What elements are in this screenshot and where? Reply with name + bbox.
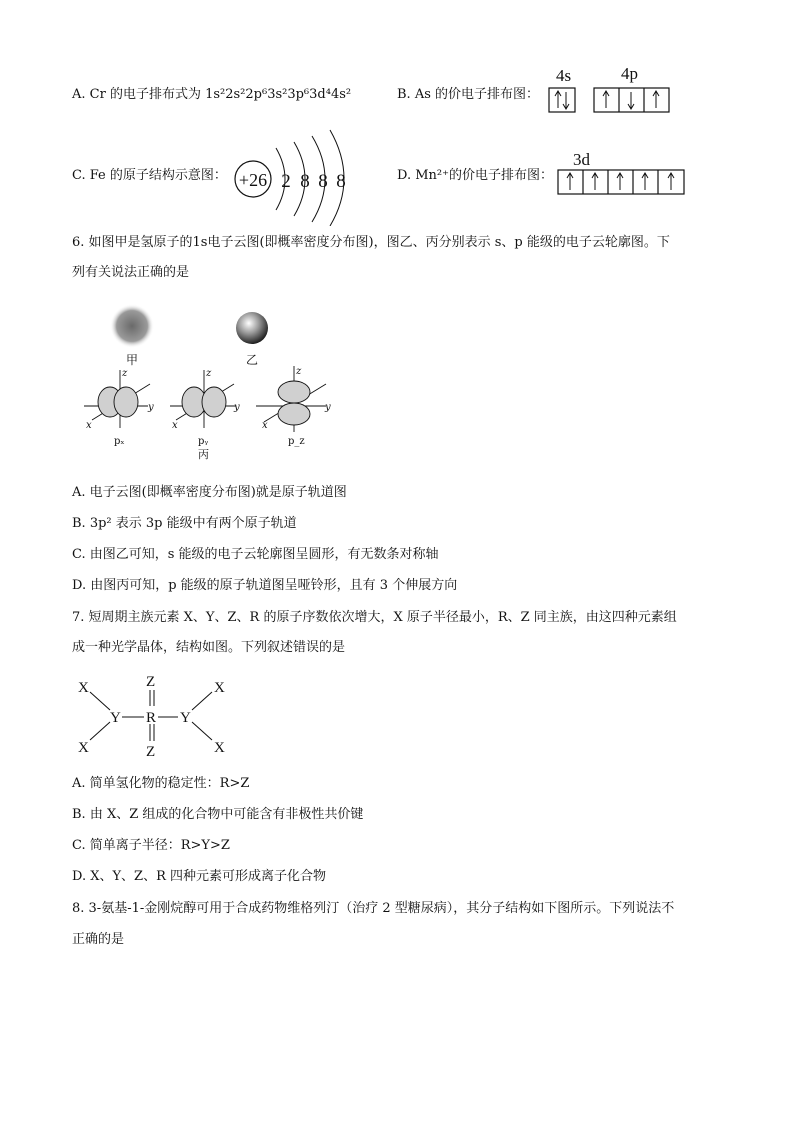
label-px: pₓ <box>114 436 125 447</box>
label-pz: p_z <box>288 436 305 447</box>
axis-label-z: z <box>296 366 302 377</box>
atom-x-4: X <box>214 740 225 756</box>
axis-label-x: x <box>86 420 92 431</box>
fe-atom-structure-diagram <box>228 126 358 226</box>
shell-1-count: 2 <box>281 171 291 192</box>
orbital-label-3d: 3d <box>573 150 590 169</box>
atom-x-1: X <box>78 680 89 696</box>
q6-stem-line2: 列有关说法正确的是 <box>72 265 190 280</box>
q6-option-d: D. 由图丙可知，p 能级的原子轨道图呈哑铃形，且有 3 个伸展方向 <box>72 578 458 593</box>
orbital-label-4s: 4s <box>556 66 572 85</box>
q6-option-b: B. 3p² 表示 3p 能级中有两个原子轨道 <box>72 516 297 531</box>
axis-label-y: y <box>234 402 240 413</box>
label-py: pᵧ <box>198 436 209 447</box>
atom-y-right: Y <box>180 710 191 726</box>
figure-label-bing: 丙 <box>198 448 209 461</box>
q6-option-c: C. 由图乙可知，s 能级的电子云轮廓图呈圆形，有无数条对称轴 <box>72 547 439 562</box>
q7-stem-line1: 7. 短周期主族元素 X、Y、Z、R 的原子序数依次增大，X 原子半径最小，R、Z 同主族，由这四种元素组 <box>72 610 677 625</box>
q7-option-b: B. 由 X、Z 组成的化合物中可能含有非极性共价键 <box>72 807 364 822</box>
q8-stem-line2: 正确的是 <box>72 932 125 947</box>
q8-stem-line1: 8. 3-氨基-1-金刚烷醇可用于合成药物维格列汀（治疗 2 型糖尿病），其分子结构如下图所示。下列说法不 <box>72 901 675 916</box>
axis-label-z: z <box>122 368 128 379</box>
axis-label-x: x <box>172 420 178 431</box>
shell-3-count: 8 <box>318 171 328 192</box>
axis-label-y: y <box>148 402 154 413</box>
q6-stem-line1: 6. 如图甲是氢原子的1s电子云图(即概率密度分布图)，图乙、丙分别表示 s、p 能级的电子云轮廓图。下 <box>72 235 670 250</box>
q6-option-a: A. 电子云图(即概率密度分布图)就是原子轨道图 <box>72 485 347 500</box>
atom-x-3: X <box>214 680 225 696</box>
atom-x-2: X <box>78 740 89 756</box>
atom-z-top: Z <box>146 674 156 690</box>
atom-r: R <box>146 710 157 726</box>
crystal-structure-diagram <box>70 668 250 764</box>
electron-cloud-1s <box>110 304 154 348</box>
shell-2-count: 8 <box>300 171 310 192</box>
q5-option-b: B. As 的价电子排布图： <box>397 87 540 102</box>
nucleus-charge: +26 <box>238 170 268 190</box>
atom-z-bottom: Z <box>146 744 156 760</box>
q7-option-a: A. 简单氢化物的稳定性：R>Z <box>72 776 250 791</box>
pz-orbital <box>256 366 331 447</box>
q7-stem-line2: 成一种光学晶体，结构如图。下列叙述错误的是 <box>72 640 346 655</box>
q5-option-a: A. Cr 的电子排布式为 1s²2s²2p⁶3s²3p⁶3d⁴4s² <box>72 87 352 102</box>
orbital-figures <box>80 300 350 470</box>
shell-4-count: 8 <box>336 171 346 192</box>
figure-label-jia: 甲 <box>125 353 139 367</box>
q5-option-d: D. Mn²⁺的价电子排布图： <box>397 168 553 183</box>
axis-label-y: y <box>325 402 331 413</box>
mn-orbital-diagram <box>557 169 687 197</box>
figure-label-yi: 乙 <box>245 353 259 367</box>
q5-option-c: C. Fe 的原子结构示意图： <box>72 168 227 183</box>
axis-label-x: x <box>262 420 268 431</box>
px-orbital <box>84 368 154 447</box>
q7-option-c: C. 简单离子半径：R>Y>Z <box>72 838 230 853</box>
as-orbital-diagram <box>548 87 674 115</box>
orbital-label-4p: 4p <box>621 64 638 83</box>
atom-y-left: Y <box>110 710 121 726</box>
axis-label-z: z <box>206 368 212 379</box>
s-orbital-sphere <box>236 312 268 344</box>
py-orbital <box>170 368 240 461</box>
q7-option-d: D. X、Y、Z、R 四种元素可形成离子化合物 <box>72 869 327 884</box>
